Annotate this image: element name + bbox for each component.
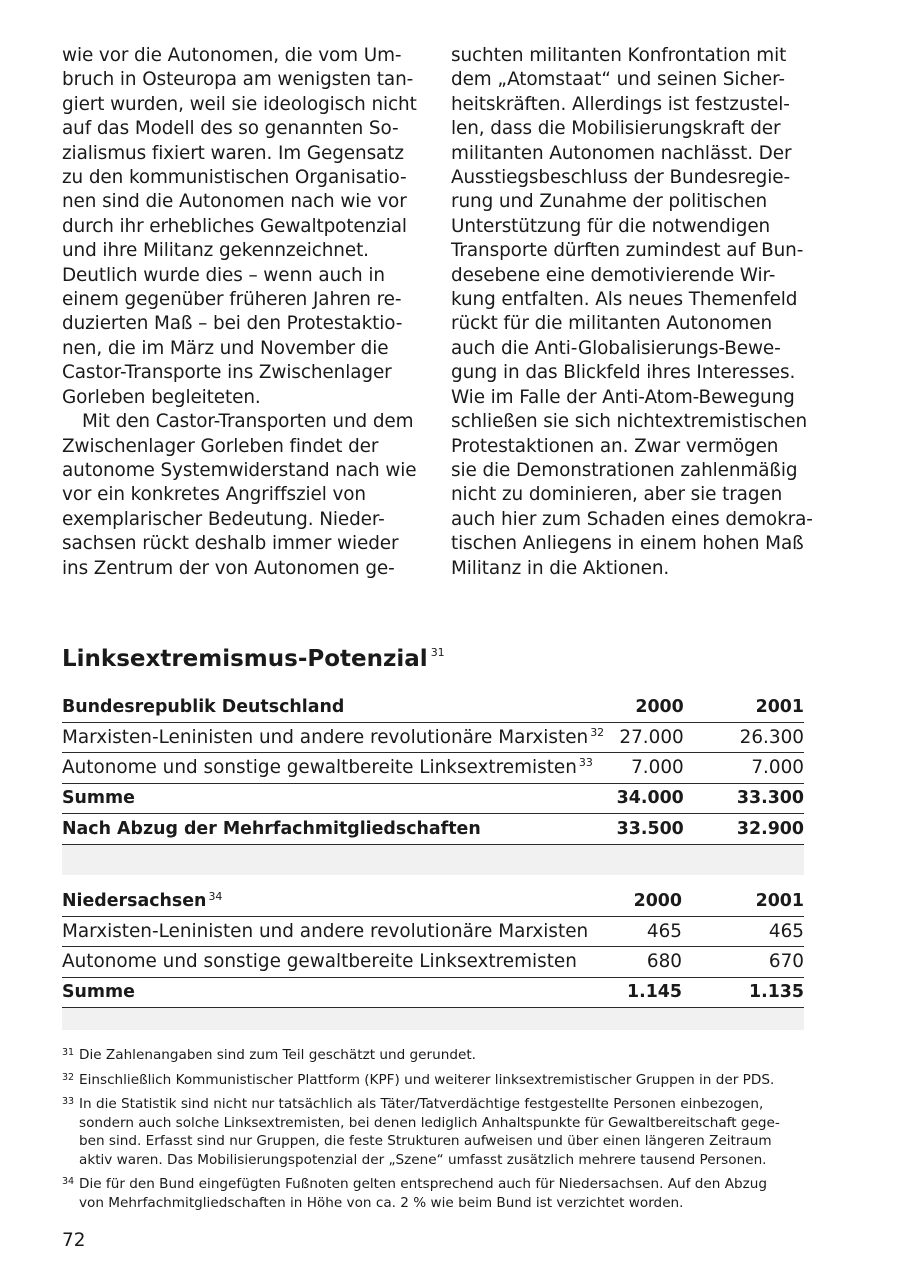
table-federal-block [62, 692, 804, 875]
table-lower-saxony-block [62, 886, 804, 1030]
table-sum-row [62, 977, 804, 1008]
text-line: einem gegenüber früheren Jahren re- [62, 289, 402, 311]
text-line: gung in das Blickfeld ihres Interesses. [451, 362, 796, 384]
footnote-line: von Mehrfachmitgliedschaften in Höhe von ca. 2 % wie beim Bund ist verzichtet worden. [79, 1194, 684, 1211]
row-label-cell [62, 753, 604, 784]
header-year-2000: 2000 [604, 692, 684, 722]
text-line: suchten militanten Konfrontation mit [451, 45, 787, 66]
net-2001: 32.900 [684, 814, 804, 845]
footnote-line: Einschließlich Kommunistischer Plattform (KPF) und weiterer linksextremistischer Gruppen in der PDS. [79, 1071, 775, 1088]
header-label: Niedersachsen [62, 890, 207, 911]
text-line: ins Zentrum der von Autonomen ge- [62, 557, 395, 579]
text-line: Zwischenlager Gorleben findet der [62, 435, 379, 457]
text-line: zu den kommunistischen Organisatio- [62, 167, 407, 189]
text-line: wie vor die Autonomen, die vom Um- [62, 45, 402, 66]
sum-2000: 34.000 [604, 783, 684, 814]
text-line: Protestaktionen an. Zwar vermögen [451, 435, 779, 457]
text-line: Ausstiegsbeschluss der Bundesregie- [451, 167, 790, 189]
text-line: sachsen rückt deshalb immer wieder [62, 533, 399, 555]
text-line: bruch in Osteuropa am wenigsten tan- [62, 69, 414, 91]
sum-2001: 1.135 [682, 977, 804, 1008]
value-2000: 27.000 [604, 722, 684, 753]
text-line: durch ihr erhebliches Gewaltpotenzial [62, 215, 407, 237]
text-line-paragraph-start: Mit den Castor-Transporten und dem [82, 411, 414, 433]
text-line: nicht zu dominieren, aber sie tragen [451, 484, 783, 506]
table-row [62, 722, 804, 753]
footnote-32 [62, 1071, 807, 1090]
row-label: Autonome und sonstige gewaltbereite Linksextremisten [62, 947, 602, 978]
header-label: Bundesrepublik Deutschland [62, 692, 604, 722]
footnote-ref[interactable]: 33 [578, 756, 593, 770]
text-column-right [451, 44, 811, 581]
section-title-text: Linksextremismus-Potenzial [62, 646, 428, 672]
text-line: nen sind die Autonomen nach wie vor [62, 191, 407, 213]
value-2001: 7.000 [684, 753, 804, 784]
table-lower-saxony [62, 886, 804, 1008]
text-line: sie die Demonstrationen zahlenmäßig [451, 459, 798, 481]
footnote-line: aktiv waren. Das Mobilisierungspotenzial der „Szene“ umfasst zusätzlich mehrere tausend Personen. [79, 1151, 767, 1168]
text-line: und ihre Militanz gekennzeichnet. [62, 240, 369, 262]
text-line: desebene eine demotivierende Wir- [451, 264, 776, 286]
text-line: dem „Atomstaat“ und seinen Sicher- [451, 69, 785, 91]
table-row [62, 753, 804, 784]
table-header-row [62, 886, 804, 916]
footnote-ref[interactable]: 34 [208, 889, 223, 903]
footnote-34 [62, 1175, 807, 1212]
row-label: Autonome und sonstige gewaltbereite Linksextremisten [62, 757, 577, 779]
page-number: 72 [62, 1230, 86, 1251]
text-line: duzierten Maß – bei den Protestaktio- [62, 313, 403, 335]
text-line: rückt für die militanten Autonomen [451, 313, 773, 335]
text-line: rung und Zunahme der politischen [451, 191, 768, 213]
table-sum-row [62, 783, 804, 814]
header-label-cell [62, 886, 602, 916]
footnote-ref[interactable]: 31 [430, 646, 445, 659]
row-label: Marxisten-Leninisten und andere revolutionäre Marxisten [62, 916, 602, 947]
value-2001: 465 [682, 916, 804, 947]
table-federal [62, 692, 804, 845]
text-column-left [62, 44, 422, 581]
text-line: nen, die im März und November die [62, 337, 389, 359]
text-line: giert wurden, weil sie ideologisch nicht [62, 93, 417, 115]
text-line: auch hier zum Schaden eines demokra- [451, 508, 813, 530]
text-line: autonome Systemwiderstand nach wie [62, 459, 417, 481]
net-2000: 33.500 [604, 814, 684, 845]
section-title [62, 646, 445, 672]
sum-2001: 33.300 [684, 783, 804, 814]
sum-label: Summe [62, 977, 602, 1008]
value-2000: 465 [602, 916, 682, 947]
table-net-row [62, 814, 804, 845]
footnote-number: 32 [62, 1071, 75, 1083]
text-line: heitskräften. Allerdings ist festzustel- [451, 93, 790, 115]
text-line: schließen sie sich nichtextremistischen [451, 411, 808, 433]
footnote-line: Die Zahlenangaben sind zum Teil geschätzt und gerundet. [79, 1047, 476, 1063]
value-2000: 7.000 [604, 753, 684, 784]
text-line: vor ein konkretes Angriffsziel von [62, 484, 366, 506]
text-line: Militanz in die Aktionen. [451, 557, 670, 579]
text-line: Wie im Falle der Anti-Atom-Bewegung [451, 386, 795, 408]
footnote-ref[interactable]: 32 [590, 725, 605, 739]
text-line: militanten Autonomen nachlässt. Der [451, 142, 792, 164]
text-line: exemplarischer Bedeutung. Nieder- [62, 508, 385, 530]
value-2001: 670 [682, 947, 804, 978]
text-line: tischen Anliegens in einem hohen Maß [451, 533, 804, 555]
net-label: Nach Abzug der Mehrfachmitgliedschaften [62, 814, 604, 845]
footnote-line: In die Statistik sind nicht nur tatsächlich als Täter/Tatverdächtige festgestellte Personen einbezogen, [79, 1096, 764, 1112]
text-line: kung entfalten. Als neues Themenfeld [451, 289, 798, 311]
text-line: Deutlich wurde dies – wenn auch in [62, 264, 385, 286]
text-line: Gorleben begleiteten. [62, 386, 261, 408]
footnotes [62, 1046, 807, 1218]
header-year-2001: 2001 [682, 886, 804, 916]
footnote-number: 33 [62, 1096, 75, 1107]
row-label-cell [62, 722, 604, 753]
footnote-31 [62, 1046, 807, 1065]
header-year-2001: 2001 [684, 692, 804, 722]
footnote-line: ben sind. Erfasst sind nur Gruppen, die feste Strukturen aufweisen und über einen längeren Zeitraum [79, 1133, 772, 1149]
table-row [62, 947, 804, 978]
footnote-33 [62, 1095, 807, 1169]
text-line: auf das Modell des so genannten So- [62, 118, 399, 140]
footnote-number: 31 [62, 1047, 75, 1058]
text-line: zialismus fixiert waren. Im Gegensatz [62, 142, 404, 164]
table-row [62, 916, 804, 947]
text-line: Unterstützung für die notwendigen [451, 215, 771, 237]
text-line: Transporte dürften zumindest auf Bun- [451, 240, 804, 262]
value-2001: 26.300 [684, 722, 804, 753]
text-line: auch die Anti-Globalisierungs-Bewe- [451, 337, 781, 359]
footnote-line: Die für den Bund eingefügten Fußnoten gelten entsprechend auch für Niedersachsen. Auf den Abzug [79, 1176, 768, 1192]
footnote-number: 34 [62, 1176, 75, 1187]
footnote-line: sondern auch solche Linksextremisten, bei denen lediglich Anhaltspunkte für Gewaltbereitschaft gege- [79, 1114, 780, 1131]
row-label: Marxisten-Leninisten und andere revolutionäre Marxisten [62, 726, 589, 748]
sum-label: Summe [62, 783, 604, 814]
header-year-2000: 2000 [602, 886, 682, 916]
text-line: Castor-Transporte ins Zwischenlager [62, 362, 392, 384]
value-2000: 680 [602, 947, 682, 978]
table-header-row [62, 692, 804, 722]
sum-2000: 1.145 [602, 977, 682, 1008]
text-line: len, dass die Mobilisierungskraft der [451, 118, 781, 140]
